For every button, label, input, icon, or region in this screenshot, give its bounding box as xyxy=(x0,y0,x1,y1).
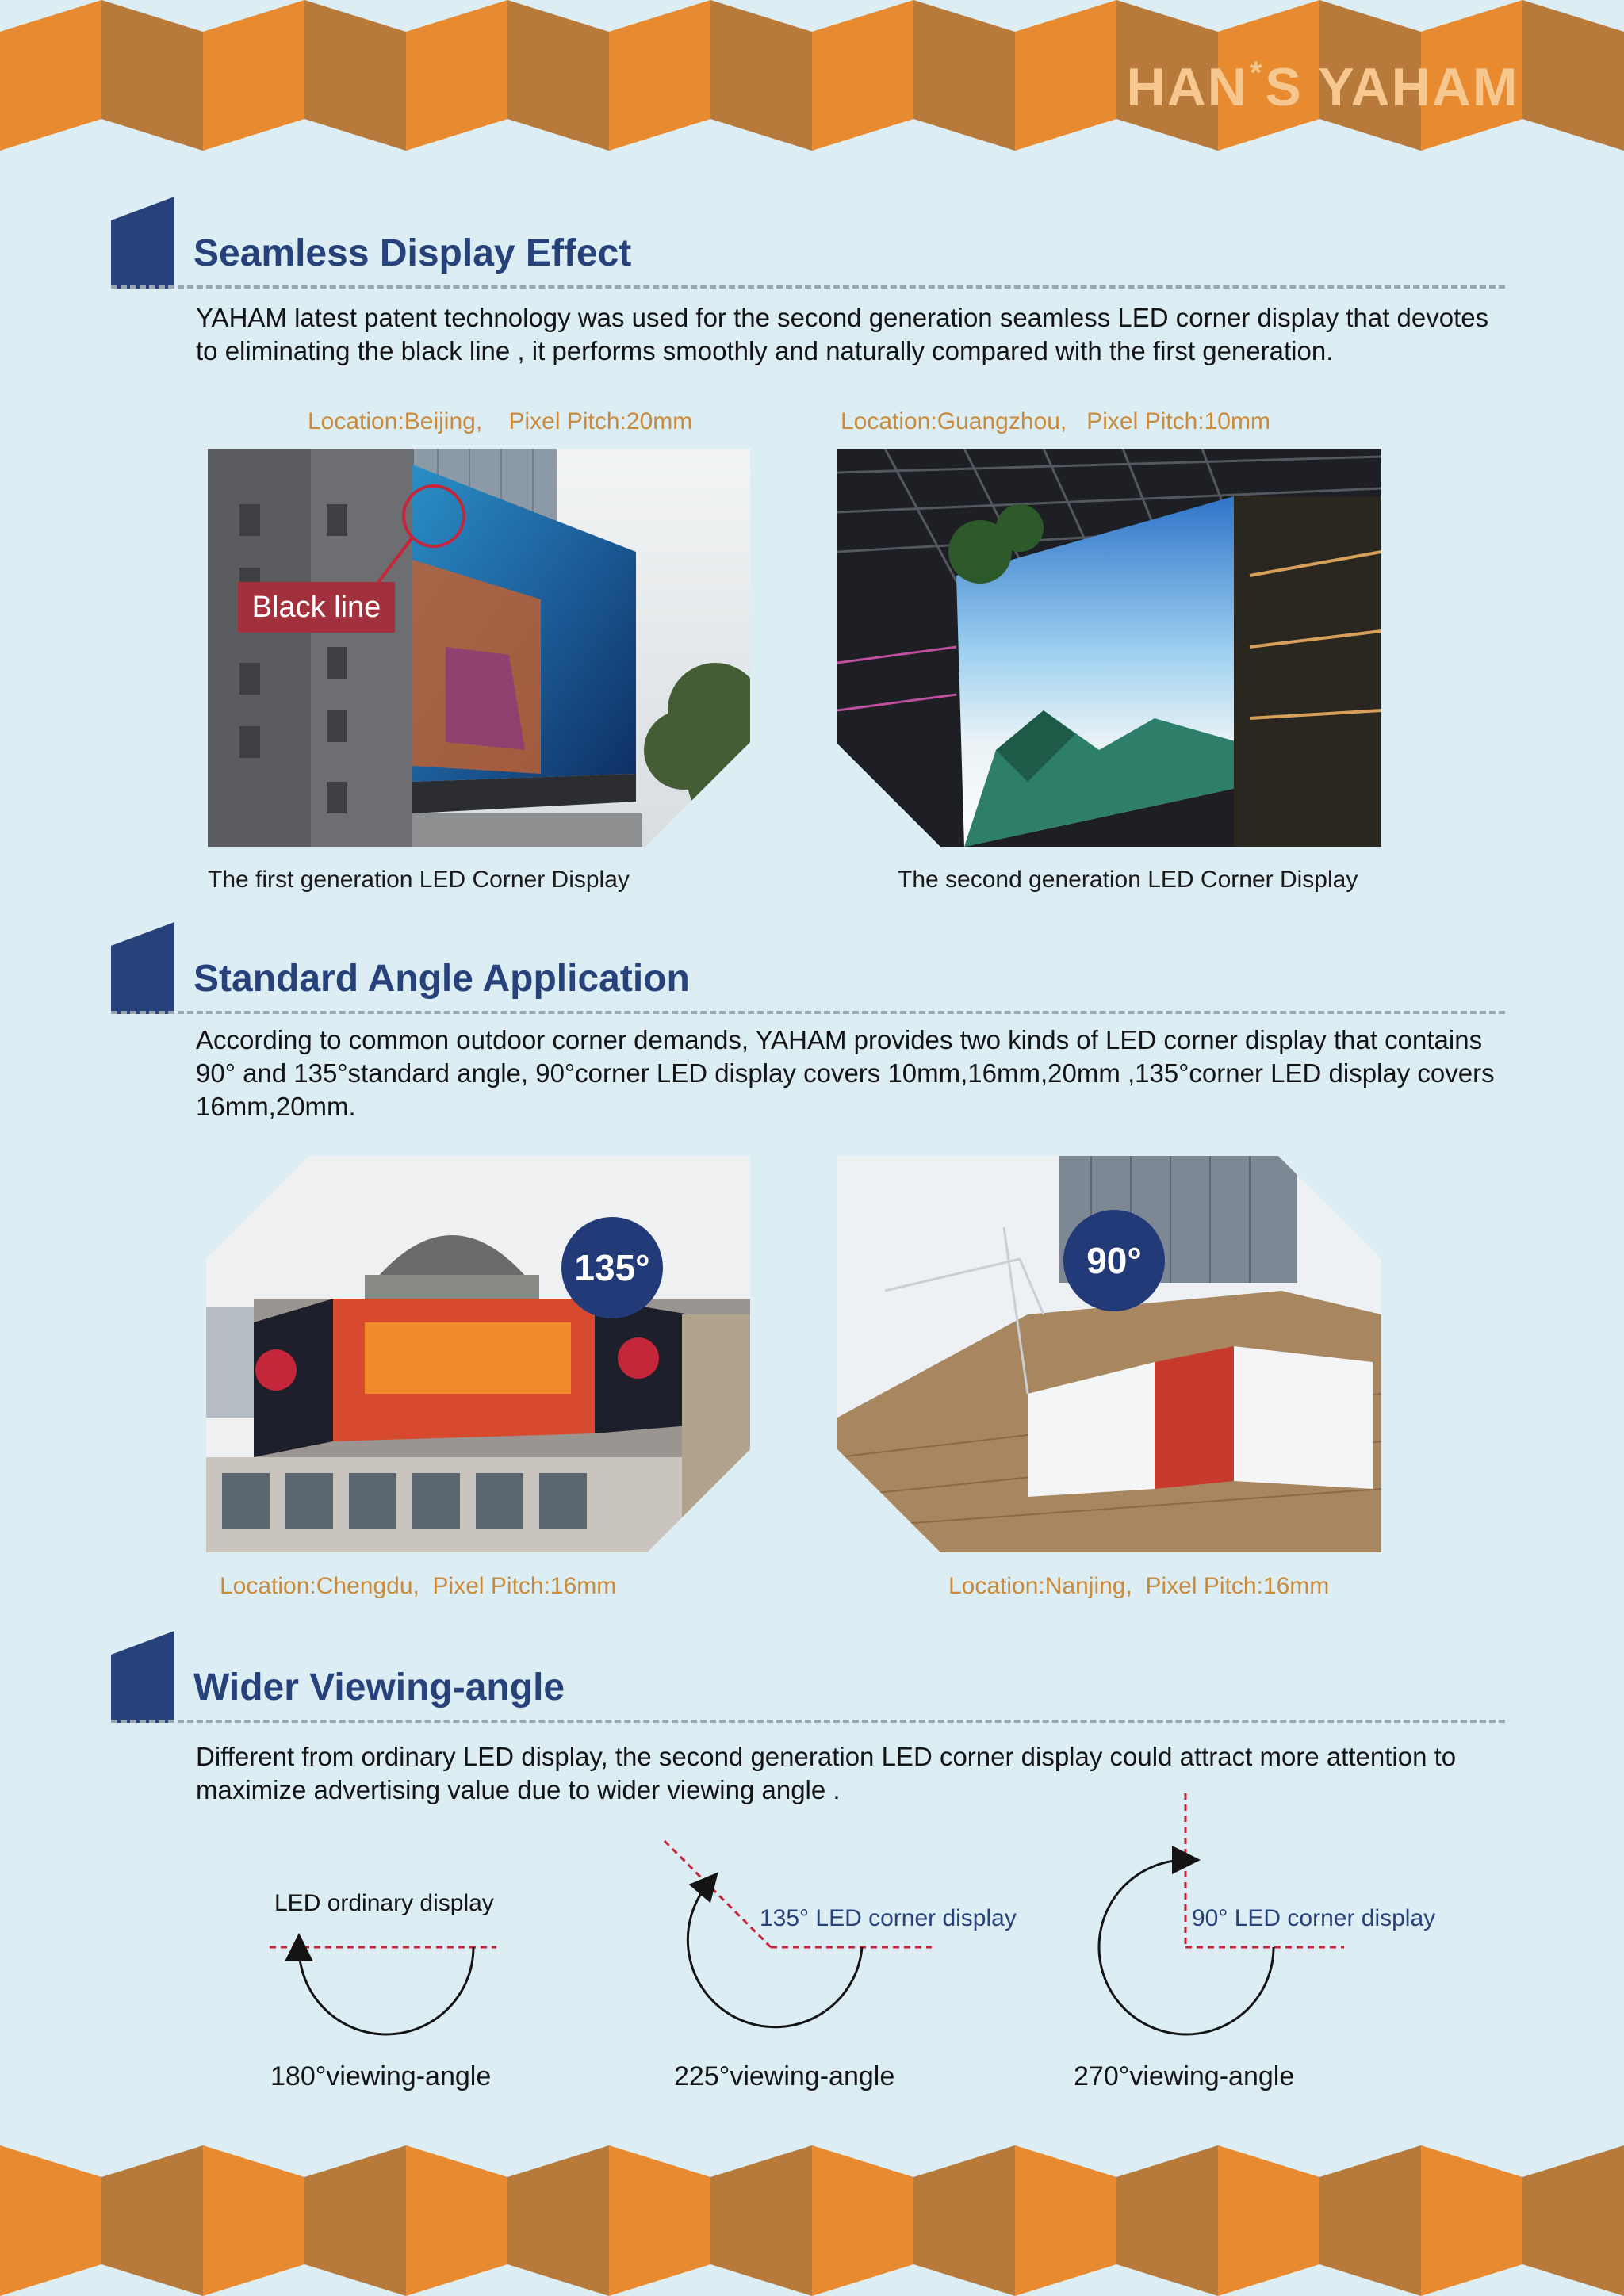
zigzag-segment xyxy=(1421,2145,1522,2296)
bottom-zigzag-band xyxy=(0,2137,1624,2296)
location-chengdu: Location:Chengdu, Pixel Pitch:16mm xyxy=(220,1573,617,1599)
zigzag-segment xyxy=(203,2145,304,2296)
section-marker-icon xyxy=(111,922,174,1014)
zigzag-segment xyxy=(102,2145,203,2296)
angle-badge-90: 90° xyxy=(1063,1210,1165,1311)
corner-135-line-a xyxy=(665,1841,771,1947)
section-divider xyxy=(111,1720,1505,1723)
location-beijing: Location:Beijing, Pixel Pitch:20mm xyxy=(308,408,693,434)
zigzag-segment xyxy=(1522,0,1624,151)
zigzag-segment xyxy=(1015,0,1116,151)
zigzag-segment xyxy=(710,2145,812,2296)
location-guangzhou: Location:Guangzhou, Pixel Pitch:10mm xyxy=(841,408,1270,434)
section-seamless-text: YAHAM latest patent technology was used for the second generation seamless LED corner display that devotes to eliminating the black line , it performs smoothly and naturally compared with the first generation. xyxy=(196,303,1489,365)
diagram-label-90: 90° LED corner display xyxy=(1192,1905,1436,1931)
zigzag-segment xyxy=(1320,2145,1421,2296)
zigzag-segment xyxy=(1522,2145,1624,2296)
zigzag-segment xyxy=(0,0,102,151)
zigzag-segment xyxy=(710,0,812,151)
zigzag-segment xyxy=(0,2145,102,2296)
section-divider xyxy=(111,1011,1505,1014)
zigzag-segment xyxy=(102,0,203,151)
zigzag-segment xyxy=(1116,2145,1218,2296)
zigzag-segment xyxy=(914,2145,1015,2296)
zigzag-segment xyxy=(1218,2145,1320,2296)
zigzag-segment xyxy=(304,2145,406,2296)
section-title-viewing-angle: Wider Viewing-angle xyxy=(193,1667,565,1709)
caption-first-generation: The first generation LED Corner Display xyxy=(208,867,630,893)
zigzag-segment xyxy=(914,0,1015,151)
zigzag-segment xyxy=(406,0,508,151)
photo-chengdu-135 xyxy=(206,1156,750,1552)
photo-first-generation xyxy=(208,449,750,847)
zigzag-segment xyxy=(203,0,304,151)
section-divider xyxy=(111,285,1505,289)
zigzag-segment xyxy=(812,0,914,151)
diagram-label-135: 135° LED corner display xyxy=(760,1905,1017,1931)
location-nanjing: Location:Nanjing, Pixel Pitch:16mm xyxy=(948,1573,1330,1599)
section-viewing-angle-text: Different from ordinary LED display, the second generation LED corner display could attract more attention to maximize advertising value due to wider viewing angle . xyxy=(196,1742,1457,1804)
angle-label-270: 270°viewing-angle xyxy=(1074,2061,1295,2091)
viewing-angle-diagrams xyxy=(0,1784,1624,2085)
zigzag-segment xyxy=(304,0,406,151)
zigzag-segment xyxy=(406,2145,508,2296)
black-line-callout: Black line xyxy=(238,582,395,633)
zigzag-segment xyxy=(812,2145,914,2296)
zigzag-segment xyxy=(508,2145,609,2296)
section-standard-angle-text: According to common outdoor corner demands, YAHAM provides two kinds of LED corner display that contains 90° and 135°standard angle, 90°corner LED display covers 10mm,16mm,20mm ,135°corner LED display covers 16mm,20mm. xyxy=(196,1025,1495,1121)
angle-label-180: 180°viewing-angle xyxy=(270,2061,492,2091)
brand-logo: HAN*S YAHAM xyxy=(1126,55,1519,117)
angle-label-225: 225°viewing-angle xyxy=(674,2061,895,2091)
section-marker-icon xyxy=(111,1631,174,1723)
arc-180 xyxy=(299,1947,473,2034)
zigzag-segment xyxy=(609,2145,710,2296)
zigzag-segment xyxy=(609,0,710,151)
caption-second-generation: The second generation LED Corner Display xyxy=(898,867,1358,893)
section-marker-icon xyxy=(111,197,174,289)
angle-badge-135: 135° xyxy=(561,1217,663,1318)
section-title-standard-angle: Standard Angle Application xyxy=(193,958,690,1000)
zigzag-segment xyxy=(508,0,609,151)
section-title-seamless: Seamless Display Effect xyxy=(193,232,632,274)
photo-second-generation xyxy=(837,449,1381,847)
diagram-label-ordinary: LED ordinary display xyxy=(274,1890,494,1916)
zigzag-segment xyxy=(1015,2145,1116,2296)
